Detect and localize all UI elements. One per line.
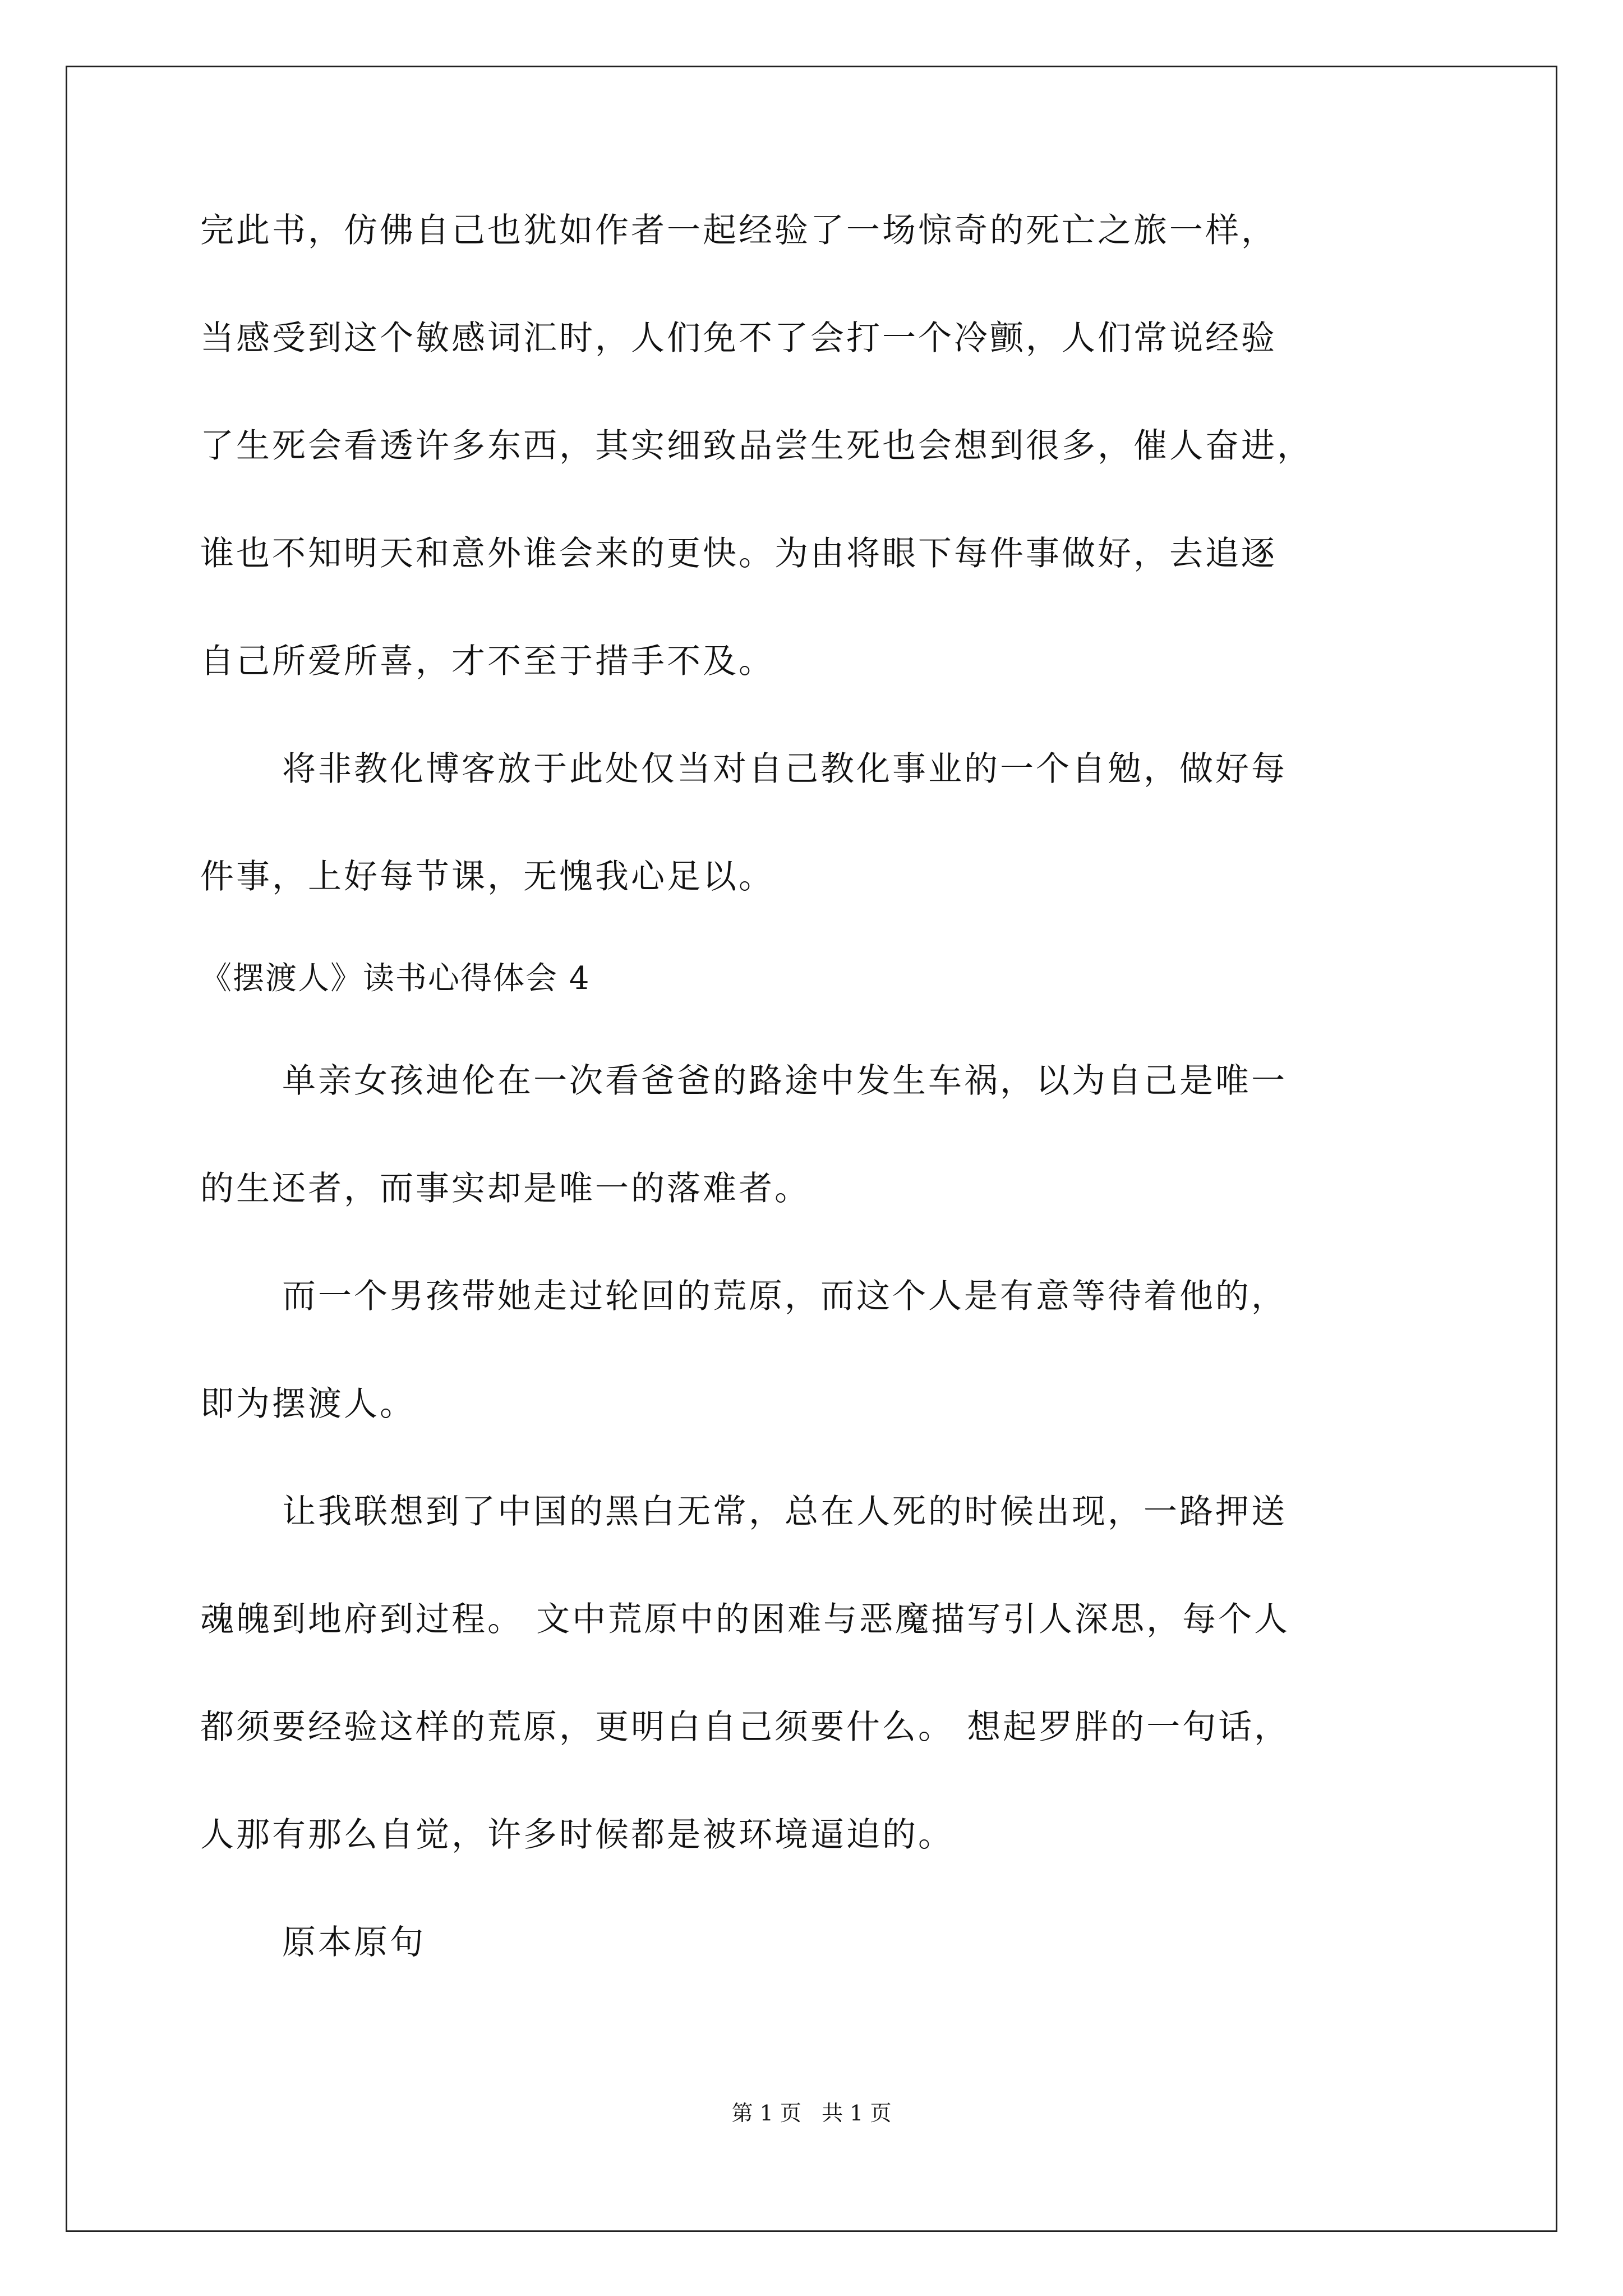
- text-line: 人那有那么自觉，许多时候都是被环境逼迫的。: [200, 1815, 954, 1855]
- text-line: 让我联想到了中国的黑白无常，总在人死的时候出现，一路押送: [282, 1492, 1287, 1531]
- page-border: [66, 66, 1557, 2232]
- text-line: 的生还者，而事实却是唯一的落难者。: [200, 1169, 810, 1208]
- text-line: 谁也不知明天和意外谁会来的更快。为由将眼下每件事做好，去追逐: [200, 534, 1277, 573]
- text-line: 魂魄到地府到过程。 文中荒原中的困难与恶魔描写引人深思，每个人: [200, 1600, 1290, 1639]
- text-line: 完此书，仿佛自己也犹如作者一起经验了一场惊奇的死亡之旅一样，: [200, 211, 1277, 250]
- section-heading: 《摆渡人》读书心得体会 4: [200, 960, 591, 997]
- page-footer: 第 1 页 共 1 页: [731, 2101, 892, 2125]
- text-line: 都须要经验这样的荒原，更明白自己须要什么。 想起罗胖的一句话，: [200, 1708, 1290, 1747]
- text-line: 自己所爱所喜，才不至于措手不及。: [200, 642, 774, 681]
- text-line: 单亲女孩迪伦在一次看爸爸的路途中发生车祸，以为自己是唯一: [282, 1061, 1287, 1101]
- text-line: 件事，上好每节课，无愧我心足以。: [200, 857, 774, 896]
- text-line: 了生死会看透许多东西，其实细致品尝生死也会想到很多，催人奋进，: [200, 426, 1313, 466]
- text-line: 而一个男孩带她走过轮回的荒原，而这个人是有意等待着他的，: [282, 1277, 1287, 1316]
- text-line: 即为摆渡人。: [200, 1384, 416, 1424]
- text-line: 当感受到这个敏感词汇时，人们免不了会打一个冷颤，人们常说经验: [200, 319, 1277, 358]
- text-line: 将非教化博客放于此处仅当对自己教化事业的一个自勉，做好每: [282, 749, 1287, 789]
- text-line: 原本原句: [282, 1923, 426, 1962]
